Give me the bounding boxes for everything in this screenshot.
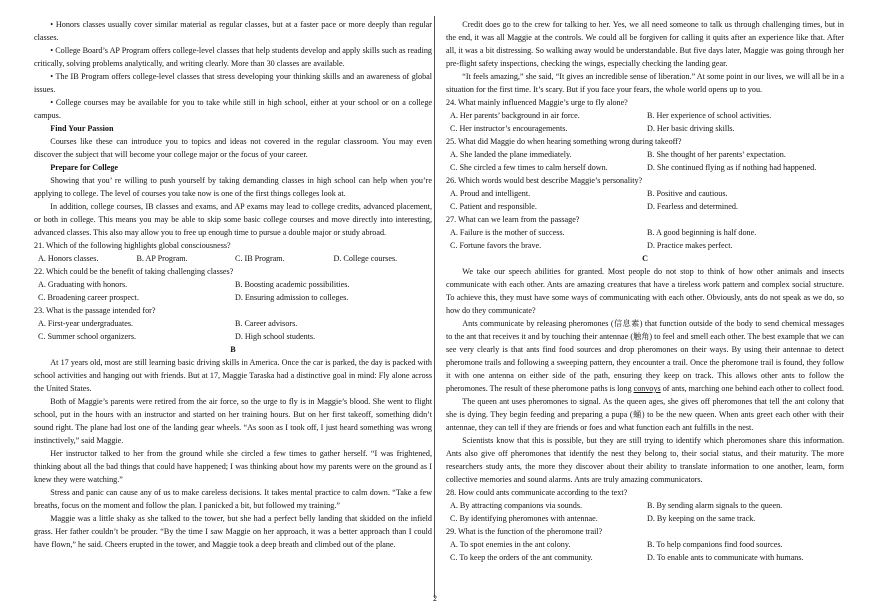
- options-28: [446, 499, 844, 525]
- question-27: 27. What can we learn from the passage?: [446, 215, 580, 224]
- section-b-heading: B: [230, 345, 236, 354]
- option: C. She circled a few times to calm herself down.: [450, 163, 608, 172]
- option: D. Ensuring admission to colleges.: [235, 293, 349, 302]
- option: C. By identifying pheromones with antennae.: [450, 514, 598, 523]
- options-22: [34, 278, 432, 304]
- option: A. First-year undergraduates.: [38, 319, 134, 328]
- page-number: 2: [433, 594, 437, 603]
- option: B. Positive and cautious.: [647, 189, 728, 198]
- paragraph: At 17 years old, most are still learning basic driving skills in America. Once the car is parked, the day is packed with school activities and hanging out with friends. But at 17, Maggie Taraska had a distinctive goal in mind: Fly alone across the United States.: [34, 358, 432, 393]
- question-28: 28. How could ants communicate according to the text?: [446, 488, 628, 497]
- underlined-word-convoys: convoys: [633, 384, 661, 393]
- option: D. College courses.: [333, 254, 398, 263]
- paragraph: Both of Maggie’s parents were retired from the air force, so the urge to fly is in Maggie’s blood. She went to flight school, put in the hours with an instructor and started on her training hours. But on her first takeoff, something didn’t sound right. The plane had lost one of the landing gear wheels. “As soon as I took off, I just heard something was wrong instinctively,” said Maggie.: [34, 397, 432, 445]
- option: D. By keeping on the same track.: [647, 514, 756, 523]
- bullet-ib: • The IB Program offers college-level classes that stress developing your thinking skills and an awareness of global issues.: [34, 72, 432, 94]
- paragraph: In addition, college courses, IB classes and exams, and AP exams may lead to college credits, advanced placement, or both in college. This means you may be able to skip some basic college courses and move directly into interesting, advanced classes. This also may allow you to free up enough time to pursue a double major or study abroad.: [34, 202, 432, 237]
- option: A. She landed the plane immediately.: [450, 150, 572, 159]
- question-24: 24. What mainly influenced Maggie’s urge to fly alone?: [446, 98, 628, 107]
- paragraph: Maggie was a little shaky as she talked to the tower, but she had a perfect belly landing that skidded on the infield grass. Her father couldn’t be prouder. “By the time I saw Maggie on her approach, it was a better approach than I could have flown,” he said. Cheers erupted in the tower, and Maggie took a deep breath and climbed out of the plane.: [34, 514, 432, 549]
- option: C. Patient and responsible.: [450, 202, 537, 211]
- option: C. IB Program.: [235, 254, 285, 263]
- option: D. Fearless and determined.: [647, 202, 738, 211]
- option: D. Her basic driving skills.: [647, 124, 735, 133]
- options-21: [34, 252, 432, 265]
- text-run: Ants communicate by releasing pheromones (信息素) that function outside of the body to send chemical messages to the ant that receives it and by touching their antennae (触角) to feel and smell each other. The best example that we can see very clearly is that ants find food sources and drop pheromones on their ways. By using their antennae to detect pheromone trails and following a sweeping pattern, they encounter a trail. Once the pheromone trail is found, they follow it with one antenna on either side of the path, ensuring they keep on track. This allows other ants to follow the pheromones. The result of these pheromone paths is long: [446, 319, 844, 393]
- option: C. Summer school organizers.: [38, 332, 137, 341]
- option: B. AP Program.: [136, 254, 188, 263]
- option: D. High school students.: [235, 332, 316, 341]
- paragraph: Her instructor talked to her from the ground while she circled a few times to gather herself. “I was frightened, thinking about all the bad things that could have happened; I was thinking about how my parents were on the ground as I knew they were watching.”: [34, 449, 432, 484]
- paragraph: We take our speech abilities for granted. Most people do not stop to think of how other animals and insects communicate with each other. Ants are amazing creatures that have a tireless work pattern and complex social structure. To achieve this, they must have some ways of communicating with each other. Obviously, ants do not speak as we do, so how do they communicate?: [446, 267, 844, 315]
- options-26: [446, 187, 844, 213]
- options-29: [446, 538, 844, 564]
- column-divider: [434, 16, 435, 598]
- bullet-college: • College courses may be available for you to take while still in high school, either at your school or on a college campus.: [34, 98, 432, 120]
- paragraph: The queen ant uses pheromones to signal. As the queen ages, she gives off pheromones that tell the ant colony that she is dying. They begin feeding and preparing a pupa (蛹) to be the new queen. When ants greet each other with their antennae, they can tell if they are friends or foes and what function each ant fulfills in the nest.: [446, 397, 844, 432]
- options-25: [446, 148, 844, 174]
- option: B. Boosting academic possibilities.: [235, 280, 350, 289]
- option: D. Practice makes perfect.: [647, 241, 733, 250]
- option: A. Graduating with honors.: [38, 280, 128, 289]
- option: D. She continued flying as if nothing had happened.: [647, 163, 817, 172]
- question-22: 22. Which could be the benefit of taking challenging classes?: [34, 267, 234, 276]
- left-column: [34, 18, 432, 551]
- option: B. Her experience of school activities.: [647, 111, 772, 120]
- paragraph: Showing that you’ re willing to push yourself by taking demanding classes in high school can help when you’re applying to college. The level of courses you take now is one of the first things colleges look at.: [34, 176, 432, 198]
- options-24: [446, 109, 844, 135]
- paragraph-pheromones: [446, 317, 844, 395]
- question-25: 25. What did Maggie do when hearing something wrong during takeoff?: [446, 137, 682, 146]
- option: C. Her instructor’s encouragements.: [450, 124, 568, 133]
- option: A. Proud and intelligent.: [450, 189, 531, 198]
- paragraph: Scientists know that this is possible, but they are still trying to identify which pheromones share this information. Ants also give off pheromones that identify the nest they belong to, their social status, and their maturity. The more researchers study ants, the more they discover about their ability to translate information to one another, learn, form collective memories and sound alarms. Ants are truly amazing communicators.: [446, 436, 844, 484]
- option: D. To enable ants to communicate with humans.: [647, 553, 804, 562]
- heading-prepare: Prepare for College: [50, 163, 118, 172]
- right-column: [446, 18, 844, 564]
- paragraph: Courses like these can introduce you to topics and ideas not covered in the regular classroom. You may even discover the subject that will become your college major or the focus of your career.: [34, 137, 432, 159]
- question-23: 23. What is the passage intended for?: [34, 306, 156, 315]
- question-26: 26. Which words would best describe Maggie’s personality?: [446, 176, 643, 185]
- options-27: [446, 226, 844, 252]
- option: A. By attracting companions via sounds.: [450, 501, 583, 510]
- option: C. To keep the orders of the ant community.: [450, 553, 593, 562]
- bullet-ap: • College Board’s AP Program offers college-level classes that help students develop and apply skills such as reading critically, solving problems analytically, and writing clearly. More than 30 classes are available.: [34, 46, 432, 68]
- option: A. Honors classes.: [38, 254, 99, 263]
- section-c-heading: C: [642, 254, 648, 263]
- question-29: 29. What is the function of the pheromone trail?: [446, 527, 603, 536]
- options-23: [34, 317, 432, 343]
- text-run: of ants, marching one behind each other to collect food.: [660, 384, 844, 393]
- bullet-honors: • Honors classes usually cover similar material as regular classes, but at a faster pace or more deeply than regular classes.: [34, 20, 432, 42]
- option: B. By sending alarm signals to the queen.: [647, 501, 783, 510]
- paragraph: “It feels amazing,” she said, “It gives an incredible sense of liberation.” At some point in our lives, we will all be in a situation for the first time. It’s scary. But if you face your fears, the whole world opens up to you.: [446, 72, 844, 94]
- option: A. To spot enemies in the ant colony.: [450, 540, 571, 549]
- option: A. Failure is the mother of success.: [450, 228, 565, 237]
- paragraph: Stress and panic can cause any of us to make careless decisions. It takes mental practice to calm down. “Take a few breaths, focus on the moment and follow the plan. I panicked a bit, but followed my training.”: [34, 488, 432, 510]
- paragraph: Credit does go to the crew for talking to her. Yes, we all need someone to talk us through challenging times, but in the end, it was all Maggie at the controls. We could all be forgiven for calling it quits after an experience like that. After all, it was a bit distressing. So walking away would be understandable. But five days later, Maggie was going through her pre-flight safety inspections, checking the wings, especially checking the landing gear.: [446, 20, 844, 68]
- option: C. Fortune favors the brave.: [450, 241, 542, 250]
- option: C. Broadening career prospect.: [38, 293, 139, 302]
- option: B. She thought of her parents’ expectation.: [647, 150, 786, 159]
- option: B. Career advisors.: [235, 319, 298, 328]
- option: B. To help companions find food sources.: [647, 540, 783, 549]
- question-21: 21. Which of the following highlights global consciousness?: [34, 241, 231, 250]
- option: A. Her parents’ background in air force.: [450, 111, 580, 120]
- option: B. A good beginning is half done.: [647, 228, 757, 237]
- heading-passion: Find Your Passion: [50, 124, 114, 133]
